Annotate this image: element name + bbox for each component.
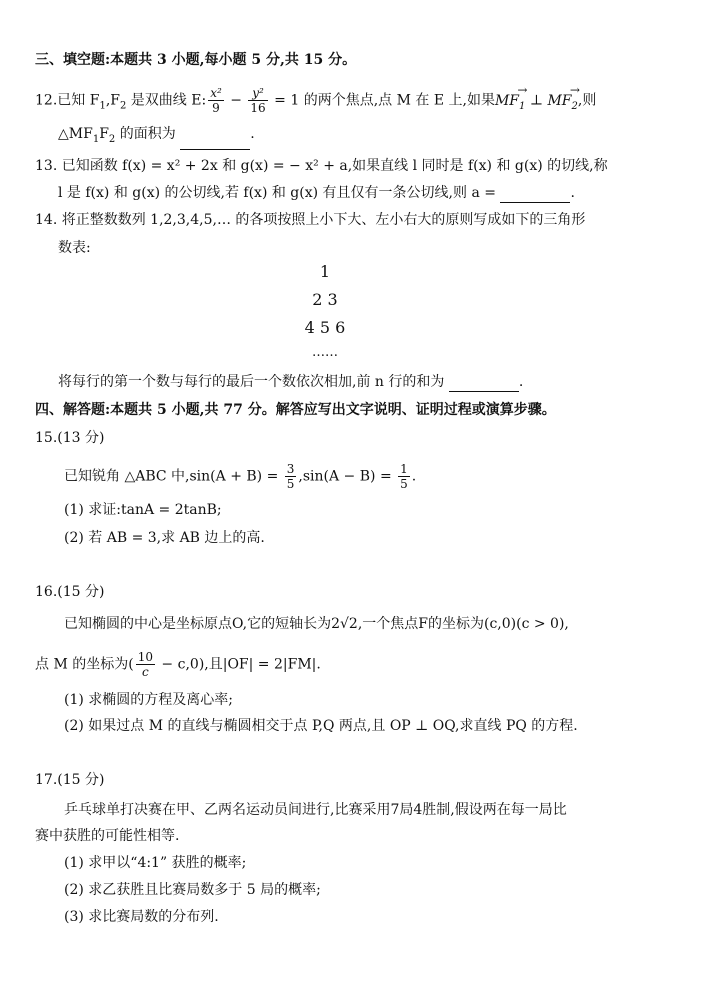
q15-text-a: 已知锐角 △ABC 中,sin(A + B) = (64, 468, 279, 485)
triangle-row-3: 4 5 6 (304, 318, 346, 337)
question-13-line-2 (58, 183, 575, 203)
q12-triangle-b: F (99, 126, 109, 142)
question-16-title: 16.(15 分) (35, 584, 105, 600)
q15-fraction-2 (398, 462, 410, 491)
question-12-line-2: $\triangle MF_1F_2$ 的面积为 . (58, 124, 255, 150)
q12-text-e: ,则 (577, 92, 597, 109)
question-15-part-1: (1) 求证:tanA = 2tanB; (64, 502, 222, 518)
q12-frac-x-den: 9 (212, 101, 220, 115)
q13-answer-blank[interactable] (500, 188, 570, 203)
question-16-part-2: (2) 如果过点 M 的直线与椭圆相交于点 P,Q 两点,且 OP ⊥ OQ,求直线 PQ 的方程. (64, 718, 578, 734)
q12-vec1-text: MF (494, 92, 520, 109)
q12-frac-x-num: x² (210, 86, 222, 100)
question-17-line-2: 赛中获胜的可能性相等. (35, 828, 180, 844)
q16-fraction (136, 650, 155, 679)
question-16-part-1: (1) 求椭圆的方程及离心率; (64, 692, 233, 708)
q15-frac2-den: 5 (400, 477, 408, 491)
question-15-statement (64, 462, 416, 491)
q12-answer-blank[interactable] (180, 135, 250, 150)
q12-number: 12. (35, 92, 58, 109)
question-17-title: 17.(15 分) (35, 772, 105, 788)
q15-text-c: . (411, 468, 417, 485)
section-3-header: 三、填空题:本题共 3 小题,每小题 5 分,共 15 分。 (35, 52, 357, 68)
q15-frac1-den: 5 (286, 477, 295, 491)
question-15-part-2: (2) 若 AB = 3,求 AB 边上的高. (64, 530, 265, 546)
q12-text-c: 是双曲线 E: (126, 92, 207, 109)
q12-vector-mf1: → $MF_1$ (495, 91, 525, 117)
question-12-line-1: 12.已知 $F_1,F_2$ 是双曲线 E: $\frac{\text{x²}}{9}$ − $\frac{\text{y²}}{16}$ = 1 的两个焦点,点 M 在 E 上,如果→ $MF_1$ ⊥ → $MF_2$,则 (35, 86, 596, 116)
q15-text-b: ,sin(A − B) = (298, 468, 392, 485)
q12-frac-y-num: y² (248, 86, 267, 101)
q15-fraction-1 (285, 462, 297, 491)
q12-vec2-text: MF (547, 92, 572, 109)
question-17-part-1: (1) 求甲以“4:1” 获胜的概率; (64, 855, 247, 871)
question-14-line-2: 数表: (58, 240, 91, 256)
q12-triangle: △MF (58, 126, 93, 142)
question-13-line-1: 13. 已知函数 f(x) = x² + 2x 和 g(x) = − x² + a,如果直线 l 同时是 f(x) 和 g(x) 的切线,称 (35, 158, 608, 174)
question-17-line-1: 乒乓球单打决赛在甲、乙两名运动员间进行,比赛采用7局4胜制,假设两在每一局比 (64, 802, 567, 818)
q12-area-text: 的面积为 (115, 126, 176, 142)
question-17-part-2: (2) 求乙获胜且比赛局数多于 5 局的概率; (64, 882, 321, 898)
q16-frac-den: c (141, 665, 149, 679)
triangle-row-1: 1 (319, 262, 331, 281)
q14-answer-blank[interactable] (449, 377, 519, 392)
triangle-row-ellipsis: …… (312, 345, 338, 360)
q12-fraction-x (208, 86, 224, 115)
q12-vector-mf2: → $MF_2$ (547, 91, 577, 117)
section-4-header: 四、解答题:本题共 5 小题,共 77 分。解答应写出文字说明、证明过程或演算步骤。 (35, 402, 556, 418)
q13-text: l 是 f(x) 和 g(x) 的公切线,若 f(x) 和 g(x) 有且仅有一条公切线,则 a = (58, 185, 496, 201)
q14-text: 将每行的第一个数与每行的最后一个数依次相加,前 n 行的和为 (58, 374, 445, 390)
triangle-row-2: 2 3 (312, 290, 338, 309)
q12-end: . (250, 126, 255, 142)
q12-fraction-y (248, 86, 267, 115)
q12-text-a: 已知 F (57, 92, 100, 109)
question-15-title: 15.(13 分) (35, 430, 105, 446)
q16-text-a: 点 M 的坐标为( (35, 656, 134, 673)
q12-text-d: = 1 的两个焦点,点 M 在 E 上,如果 (269, 92, 495, 109)
question-14-line-1: 14. 将正整数数列 1,2,3,4,5,… 的各项按照上小下大、左小右大的原则写成如下的三角形 (35, 212, 586, 228)
question-16-line-1: 已知椭圆的中心是坐标原点O,它的短轴长为2√2,一个焦点F的坐标为(c,0)(c > 0), (64, 616, 569, 632)
q12-frac-y-den: 16 (250, 101, 266, 115)
q15-frac1-num: 3 (286, 462, 295, 476)
q12-perp: ⊥ (525, 92, 548, 109)
question-14-line-3 (58, 372, 523, 392)
question-16-line-2 (35, 650, 321, 679)
q12-minus: − (225, 92, 247, 109)
q16-frac-num: 10 (137, 650, 153, 664)
q13-end: . (570, 185, 575, 201)
q12-text-b: ,F (105, 92, 120, 109)
question-17-part-3: (3) 求比赛局数的分布列. (64, 909, 219, 925)
q14-end: . (518, 374, 524, 390)
q15-frac2-num: 1 (400, 462, 408, 476)
q16-text-b: − c,0),且|OF| = 2|FM|. (156, 656, 321, 673)
